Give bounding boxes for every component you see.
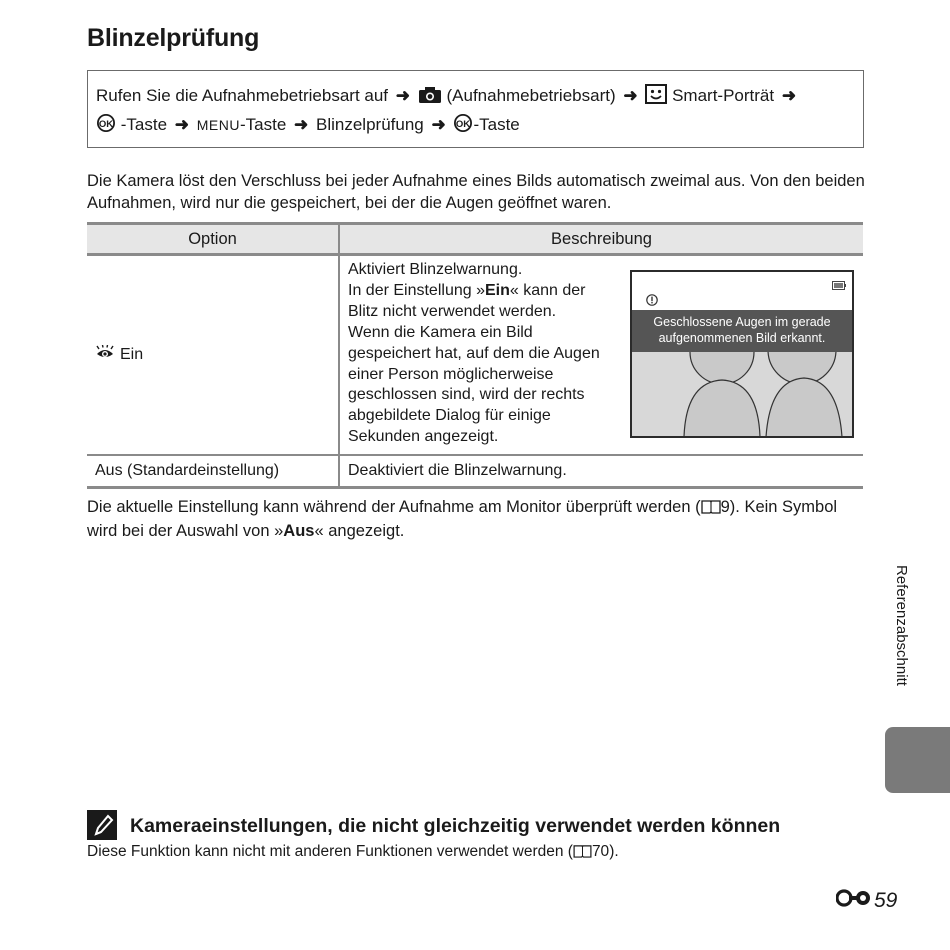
arrow-right-icon: ➜	[174, 115, 190, 134]
note-body: ).	[609, 843, 619, 860]
note-body: Diese Funktion kann nicht mit anderen Funktionen verwendet werden (	[87, 843, 573, 860]
arrow-right-icon: ➜	[623, 86, 638, 105]
header-description: Beschreibung	[551, 229, 652, 248]
reference-page: 9	[720, 498, 730, 516]
options-table	[87, 222, 863, 489]
reference-page: 70	[591, 843, 610, 860]
nav-text: Rufen Sie die Aufnahmebetriebsart auf	[96, 86, 389, 105]
table-row	[87, 456, 863, 489]
menu-button-label: MENU	[196, 117, 240, 133]
bold-term: Ein	[484, 281, 510, 299]
reference-section-icon	[836, 888, 872, 914]
outro-text: ). Kein Symbol wird bei der Auswahl von »	[87, 498, 838, 540]
people-silhouettes	[632, 352, 852, 437]
smart-portrait-icon	[645, 84, 667, 112]
nav-text: Smart-Porträt	[672, 86, 775, 105]
arrow-right-icon: ➜	[395, 86, 411, 105]
page-number	[836, 888, 897, 914]
camera-screen-illustration	[630, 270, 854, 438]
intro-paragraph: Die Kamera löst den Verschluss bei jeder Aufnahme eines Bilds automatisch zweimal aus. Von den beiden Aufnahmen, wird nur die gespeichert, bei der die Augen geöffnet waren.	[87, 172, 865, 212]
svg-text:OK: OK	[98, 118, 114, 130]
option-cell: Aus (Standardeinstellung)	[87, 456, 340, 486]
navigation-path-box	[87, 70, 864, 148]
section-side-label: Referenzabschnitt	[893, 565, 910, 686]
book-reference-icon	[701, 498, 721, 520]
book-reference-icon	[573, 844, 592, 863]
info-icon	[646, 293, 658, 311]
note-pencil-icon	[87, 810, 117, 840]
option-cell	[87, 256, 340, 454]
arrow-right-icon: ➜	[294, 115, 309, 134]
section-tab	[885, 727, 950, 793]
description-line: Aktiviert Blinzelwarnung.	[348, 261, 523, 278]
ok-button-icon	[453, 113, 473, 141]
nav-text: (Aufnahmebetriebsart)	[446, 86, 616, 105]
description-line: In der Einstellung »	[348, 281, 485, 299]
description-cell: Deaktiviert die Blinzelwarnung.	[348, 462, 567, 479]
dialog-message	[632, 310, 852, 352]
nav-text: -Taste	[473, 115, 520, 134]
table-header	[87, 222, 863, 256]
nav-text: Blinzelprüfung	[316, 115, 424, 134]
screen-top-area	[632, 272, 852, 310]
dialog-line: aufgenommenen Bild erkannt.	[658, 331, 826, 345]
description-line: Wenn die Kamera ein Bild gespeichert hat, auf dem die Augen einer Person möglicherweise geschlossen sind, wird der rechts abgebildete Dialog für einige Sekunden angezeigt.	[348, 323, 600, 446]
note-text	[87, 843, 619, 863]
outro-paragraph	[87, 496, 867, 542]
svg-text:OK: OK	[456, 118, 471, 130]
outro-text: « angezeigt.	[314, 522, 405, 540]
header-option: Option	[87, 225, 340, 253]
description-cell	[340, 256, 863, 454]
dialog-line: Geschlossene Augen im gerade	[653, 315, 831, 329]
nav-text: -Taste	[120, 115, 168, 134]
blink-warning-icon	[95, 345, 115, 366]
description-line: « kann der Blitz nicht verwendet werden.	[348, 281, 586, 320]
ok-button-icon	[96, 113, 116, 141]
nav-text: -Taste	[239, 115, 287, 134]
outro-text: Die aktuelle Einstellung kann während der Aufnahme am Monitor überprüft werden (	[87, 498, 701, 516]
camera-icon	[418, 86, 442, 112]
table-row	[87, 256, 863, 456]
page-title: Blinzelprüfung	[87, 24, 260, 52]
page-number-value: 59	[874, 889, 898, 912]
arrow-right-icon: ➜	[431, 115, 446, 134]
option-label: Ein	[120, 346, 144, 363]
battery-icon	[832, 277, 846, 295]
note-title: Kameraeinstellungen, die nicht gleichzeitig verwendet werden können	[130, 815, 781, 837]
arrow-right-icon: ➜	[781, 86, 797, 105]
bold-term: Aus	[283, 522, 315, 540]
description-text	[348, 260, 610, 448]
